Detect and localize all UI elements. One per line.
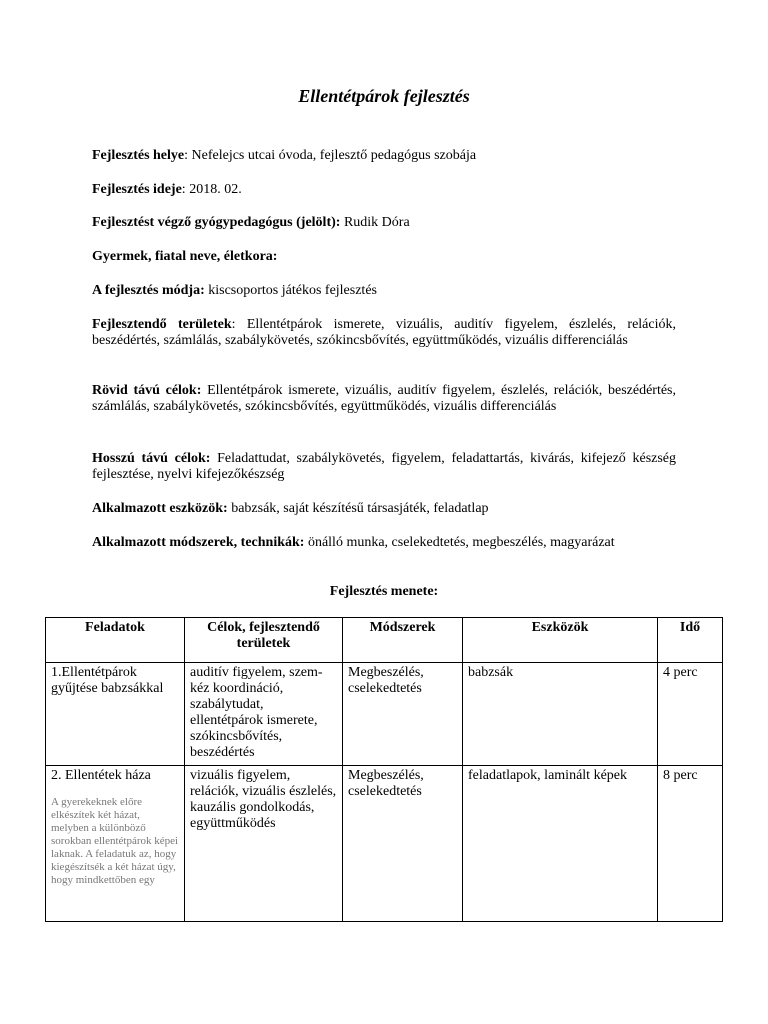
field-child — [92, 249, 676, 265]
document-title: Ellentétpárok fejlesztés — [298, 86, 470, 106]
field-label: A fejlesztés módja: — [92, 283, 205, 298]
cell-time: 4 perc — [658, 663, 723, 766]
field-value: 2018. 02. — [189, 182, 242, 197]
cell-task — [46, 766, 185, 922]
field-value: Rudik Dóra — [343, 215, 410, 230]
field-long-term-goals — [92, 451, 676, 483]
field-date — [92, 182, 676, 198]
cell-time: 8 perc — [658, 766, 723, 922]
task-note: A gyerekeknek előre elkészítek két házat, melyben a különböző sorokban ellentétpárok képei laknak. A feladatuk az, hogy kiegészítsék a két házat úgy, hogy mindkettőben egy — [51, 796, 179, 886]
section-title: Fejlesztés menete: — [329, 584, 439, 599]
cell-goals: vizuális figyelem, relációk, vizuális észlelés, kauzális gondolkodás, együttműködés — [185, 766, 343, 922]
field-mode — [92, 283, 676, 299]
cell-methods: Megbeszélés, cselekedtetés — [343, 766, 463, 922]
field-separator: : — [231, 317, 247, 332]
field-value: Ellentétpárok ismerete, vizuális, auditív figyelem, észlelés, relációk, beszédértés, számlálás, szabálykövetés, szókincsbővítés, együttműködés, vizuális differenciálás — [92, 317, 676, 348]
field-location — [92, 148, 676, 164]
header-time: Idő — [658, 618, 723, 663]
field-short-term-goals — [92, 383, 676, 415]
task-title: 2. Ellentétek háza — [51, 768, 151, 783]
field-label: Rövid távú célok: — [92, 383, 202, 398]
field-value: babzsák, saját készítésű társasjáték, feladatlap — [231, 501, 489, 516]
task-title: 1.Ellentétpárok gyűjtése babzsákkal — [51, 665, 164, 696]
table-row — [46, 663, 723, 766]
table-header-row — [46, 618, 723, 663]
field-separator: : — [181, 182, 190, 197]
field-teacher — [92, 215, 676, 231]
field-separator: : — [184, 148, 192, 163]
cell-task — [46, 663, 185, 766]
field-label: Alkalmazott módszerek, technikák: — [92, 535, 305, 550]
cell-tools: feladatlapok, laminált képek — [463, 766, 658, 922]
cell-tools: babzsák — [463, 663, 658, 766]
field-label: Fejlesztés helye — [92, 148, 185, 163]
field-value: önálló munka, cselekedtetés, megbeszélés, magyarázat — [307, 535, 615, 550]
field-value: Nefelejcs utcai óvoda, fejlesztő pedagógus szobája — [191, 148, 477, 163]
header-methods: Módszerek — [343, 618, 463, 663]
header-goals: Célok, fejlesztendő területek — [185, 618, 343, 663]
field-value: Ellentétpárok ismerete, vizuális, auditív figyelem, észlelés, relációk, beszédértés, számlálás, szabálykövetés, szókincsbővítés, együttműködés, vizuális differenciálás — [92, 383, 677, 414]
field-label: Gyermek, fiatal neve, életkora: — [92, 249, 278, 264]
header-tools: Eszközök — [463, 618, 658, 663]
field-tools — [92, 501, 676, 517]
field-label: Fejlesztés ideje — [92, 182, 182, 197]
field-value: kiscsoportos játékos fejlesztés — [208, 283, 377, 298]
field-label: Fejlesztést végző gyógypedagógus (jelölt): — [92, 215, 341, 230]
field-value: Feladattudat, szabálykövetés, figyelem, feladattartás, kivárás, kifejező készség fejlesztése, nyelvi kifejezőkészség — [92, 451, 677, 482]
field-development-areas — [92, 317, 676, 349]
field-label: Hosszú távú célok: — [92, 451, 211, 466]
field-methods — [92, 535, 676, 551]
cell-goals: auditív figyelem, szem-kéz koordináció, szabálytudat, ellentétpárok ismerete, szókincsbővítés, beszédértés — [185, 663, 343, 766]
cell-methods: Megbeszélés, cselekedtetés — [343, 663, 463, 766]
development-plan-table — [45, 617, 723, 922]
table-row — [46, 766, 723, 922]
header-tasks: Feladatok — [46, 618, 185, 663]
field-label: Alkalmazott eszközök: — [92, 501, 228, 516]
field-label: Fejlesztendő területek — [92, 317, 232, 332]
